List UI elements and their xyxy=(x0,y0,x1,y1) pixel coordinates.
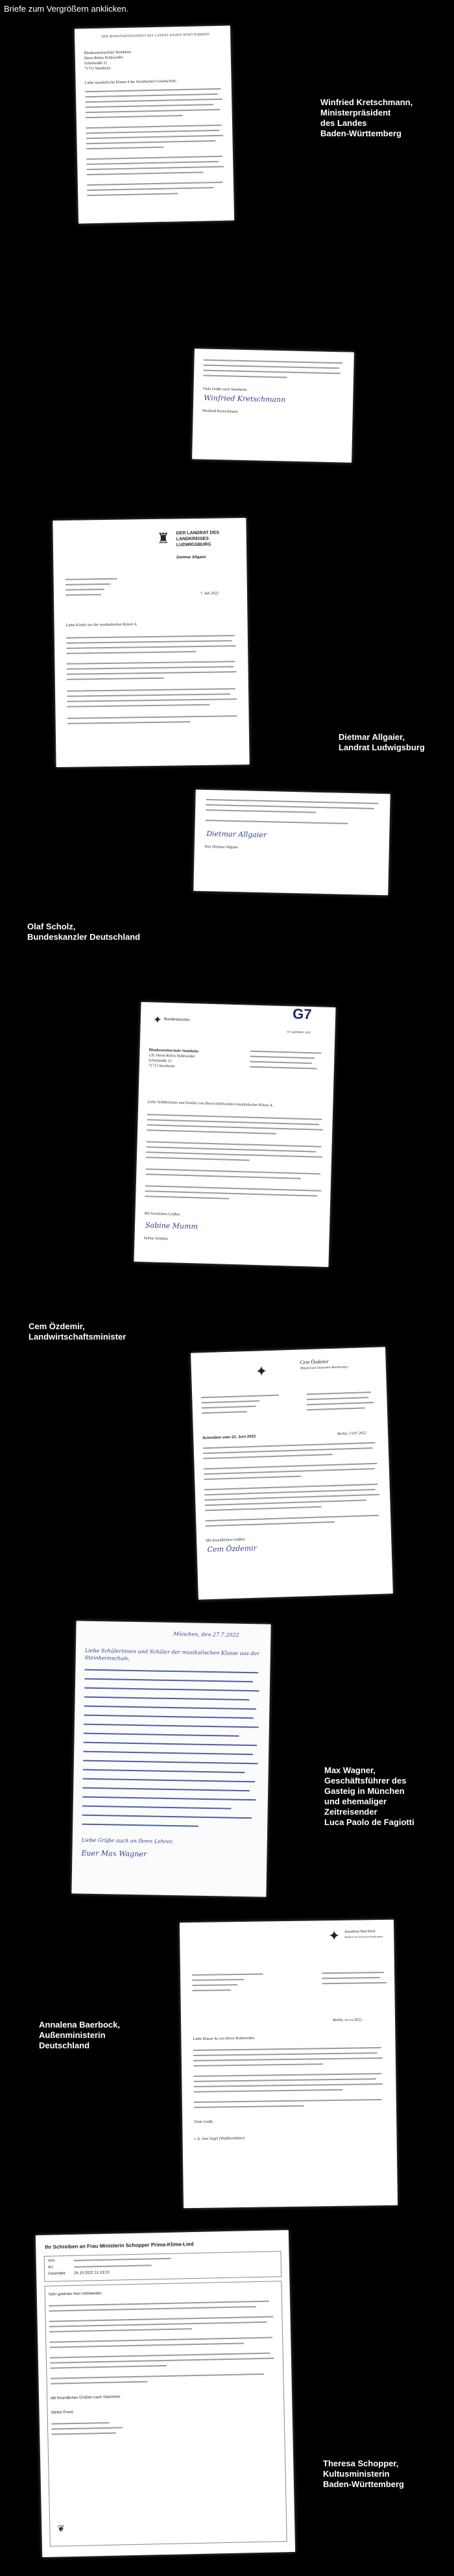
caption-scholz: Olaf Scholz, Bundeskanzler Deutschland xyxy=(27,922,141,942)
letter-allgaier-page-2[interactable] xyxy=(193,790,390,896)
address-line: Blankensteinschule Steinheim xyxy=(84,50,132,56)
closing: Viele Grüße xyxy=(194,2120,213,2125)
sender-name: Annalena Baerbock xyxy=(344,1930,376,1934)
address-line: Schulstraße 21 xyxy=(84,61,108,66)
address-line: z.H. Herrn Robin Hohlweider xyxy=(149,1053,195,1059)
date-value: 26.10.2022 11:13:15 xyxy=(74,2270,110,2275)
letter-date: München, den 27.7.2022 xyxy=(173,1631,239,1638)
date-label: Gesendet: xyxy=(48,2272,66,2276)
caption-wagner: Max Wagner, Geschäftsführer des Gasteig in München und ehemaliger Zeitreisender Luca Paolo de Fagiotti xyxy=(324,1765,414,1827)
signer: Stefan Franz xyxy=(51,2410,73,2415)
address-line: Schulstraße 21 xyxy=(149,1059,172,1064)
sender-role: Mitglied des Deutschen Bundestages xyxy=(300,1366,348,1371)
caption-schopper: Theresa Schopper, Kultusministerin Baden-Württemberg xyxy=(323,2459,404,2489)
federal-eagle-icon: ✦ xyxy=(328,1927,340,1944)
address-line: Herrn Robin Hohlweider xyxy=(84,55,123,61)
letter-allgaier-page-1[interactable] xyxy=(53,518,249,767)
salutation: Liebe Klasse 4a von Herrn Hohlweider, xyxy=(193,2036,255,2042)
g7-logo: G7 xyxy=(292,1005,312,1023)
closing: Viele Grüße nach Steinheim xyxy=(202,387,247,393)
click-hint: Briefe zum Vergrößern anklicken. xyxy=(4,4,129,14)
letter-header: DER MINISTERPRÄSIDENT DES LANDES BADEN-WÜRTTEMBERG xyxy=(101,33,210,39)
federal-eagle-icon: ✦ xyxy=(255,1363,268,1380)
state-logo-icon: ❦ xyxy=(57,2524,66,2534)
letter-schopper[interactable] xyxy=(36,2230,295,2557)
sender-name: Cem Özdemir xyxy=(300,1358,329,1366)
sender-role: Mitglied des Deutschen Bundestages xyxy=(344,1934,383,1939)
address-line: Blankensteinschule Steinheim xyxy=(149,1048,199,1054)
signature: Sabine Mumm xyxy=(145,1221,198,1231)
letter-subject: Schreiben vom 23. Juni 2022 xyxy=(202,1434,256,1441)
closing: Mit freundlichen Grüßen nach Steinheim xyxy=(51,2395,121,2401)
signature: Dietmar Allgaier xyxy=(206,829,267,840)
email-subject: Ihr Schreiben an Frau Ministerin Schopper Prima-Klima-Lied xyxy=(45,2241,194,2250)
signature: Cem Özdemir xyxy=(207,1543,257,1554)
letter-kretschmann-page-1[interactable] xyxy=(75,26,234,224)
signer: Sabine Schmitz xyxy=(143,1236,169,1242)
address-line: 71711 Steinheim xyxy=(84,66,111,71)
g7-logo-subtitle: G7 GERMANY 2022 xyxy=(287,1030,311,1035)
letter-date: Berlin, xx.xx.2022 xyxy=(333,2018,363,2023)
letter-baerbock[interactable] xyxy=(180,1920,398,2209)
from-label: Von: xyxy=(47,2259,56,2263)
salutation: Liebe musikalische Klasse 4 der Steinheimer Grundschule, xyxy=(84,79,177,86)
letter-wagner[interactable] xyxy=(71,1621,270,1896)
closing: Mit herzlichen Grüßen xyxy=(144,1212,180,1217)
signer: Ihre Dietmar Allgaier xyxy=(204,844,239,850)
address-line: 71711 Steinheim xyxy=(148,1064,175,1069)
letter-kretschmann-page-2[interactable] xyxy=(192,349,354,463)
signature: Euer Max Wagner xyxy=(81,1848,147,1859)
coat-of-arms-icon: ♜ xyxy=(156,530,170,546)
letter-date: Berlin, 13.07.2022 xyxy=(337,1431,367,1436)
caption-allgaier: Dietmar Allgaier, Landrat Ludwigsburg xyxy=(339,732,425,752)
sender-name: Dietmar Allgaier xyxy=(176,555,207,560)
letter-date: 7. Juli 2022 xyxy=(200,591,219,596)
salutation: Sehr geehrter Herr Hohlweider, xyxy=(48,2292,102,2297)
caption-kretschmann: Winfried Kretschmann, Ministerpräsident des Landes Baden-Württemberg xyxy=(320,97,413,138)
signature: Winfried Kretschmann xyxy=(204,393,286,404)
closing: Mit freundlichen Grüßen xyxy=(206,1538,245,1543)
letter-oezdemir[interactable] xyxy=(191,1347,393,1599)
caption-baerbock: Annalena Baerbock, Außenministerin Deutschland xyxy=(39,2020,120,2050)
letter-scholz[interactable] xyxy=(134,1002,335,1267)
salutation: Liebe Schülerinnen und Schüler der musikalischen Klasse aus der Steinheimschule, xyxy=(84,1647,260,1662)
salutation: Liebe Schülerinnen und Schüler von Herrn Hohlweiders musikalischer Klasse 4, xyxy=(147,1100,273,1108)
federal-eagle-icon: ✦ xyxy=(152,1014,162,1026)
sender-label: Bundeskanzler xyxy=(163,1017,190,1022)
signer: Winfried Kretschmann xyxy=(202,409,238,414)
closing: Liebe Grüße auch an Ihren Lehrer, xyxy=(81,1837,174,1845)
to-label: An: xyxy=(47,2265,54,2270)
letter-header: DER LANDRAT DES LANDKREISES LUDWIGSBURG xyxy=(176,530,220,548)
signer: i. A. Jens Tegel (Wahlkreisbüro) xyxy=(194,2136,245,2142)
caption-oezdemir: Cem Özdemir, Landwirtschaftsminister xyxy=(29,1321,126,1342)
salutation: Liebe Kinder aus der musikalischen Klasse 4, xyxy=(66,622,137,628)
